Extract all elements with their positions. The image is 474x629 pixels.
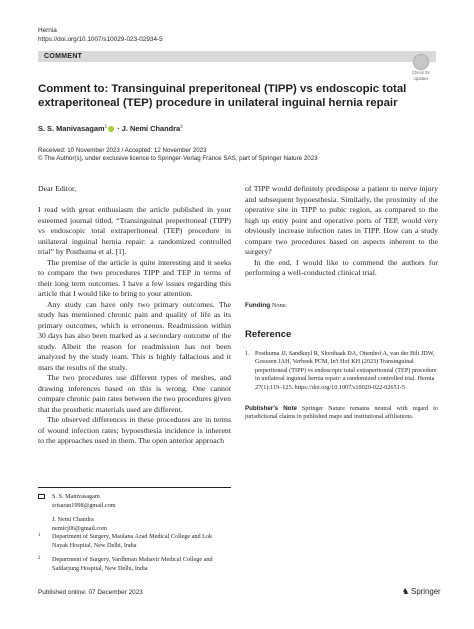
article-doi-link[interactable]: https://doi.org/10.1007/s10029-023-02934-5 [38,36,163,43]
reference-item [245,350,438,392]
check-updates-icon [413,54,429,70]
salutation: Dear Editor, [38,184,77,193]
correspondence-block [38,493,116,533]
author-line [38,124,183,133]
corr-email-2[interactable]: nemicj06@gmail.com [52,524,108,532]
corr-name-1: S. S. Manivasagam [52,493,100,500]
section-label: COMMENT [38,51,436,62]
publisher-logo [402,587,441,596]
corr-email-1[interactable]: srisaran1998@gmail.com [52,501,116,509]
right-column [245,184,438,279]
publisher-note-label: Publisher's Note [245,405,297,412]
badge-line-2: updates [413,75,429,81]
paragraph-6: of TIPP would definitely predispose a patient to nerve injury and subsequent hypoesthesia. Similarly, the proximity of the operative site in TIPP to pubic region, as compared to the high up entry point and operative ports of TEP, would very obviously increase infection rates in TIPP. How can a study compare two procedures based on aspects inherent to the surgery? [245,184,438,256]
affiliation-number: 2 [38,556,41,561]
envelope-icon [38,494,45,499]
publisher-name: Springer [411,587,441,596]
affiliation-1 [38,533,222,550]
springer-horse-icon: ♞ [402,587,410,596]
author-1[interactable]: S. S. Manivasagam [38,124,105,133]
badge-line-1: Check for [412,70,430,75]
reference-number: 1. [245,350,250,357]
author-1-affil: 1 [104,124,108,130]
affiliation-text: Department of Surgery, Vardhman Mahavir Medical College and Safdarjung Hospital, New Delhi, India [52,556,213,572]
reference-text[interactable]: Posthuma JJ, Sandkuyl R, Sloothaak DA, Ottenhof A, van der Bilt JDW, Gooszen JAH, Verbeek PCM, In't Hof KH (2023) Transinguinal preperitoneal (TIPP) vs endoscopic total extraperitoneal (TEP) procedure in unilateral inguinal hernia repair: a randomized controlled trial. Hernia 27(1):119–125. https://doi.org/10.1007/s10029-022-02651-5 [255,350,437,391]
funding-text: None. [271,302,288,309]
orcid-icon[interactable] [108,126,114,132]
author-2[interactable]: J. Nemi Chandra [121,124,181,133]
journal-name: Hernia [38,27,57,34]
article-title: Comment to: Transinguinal preperitoneal (TIPP) vs endoscopic total extraperitoneal (TEP) procedure in unilateral inguinal hernia repair [38,83,407,109]
paragraph-3: Any study can have only two primary outcomes. The study has mentioned chronic pain and quality of life as its primary outcomes, which is erroneous. Readmission within 30 days has also been marked as a secondary outcome of the study. Albeit the reason for readmission has not been analyzed by the study team. This is highly fallacious and it mars the results of the study. [38,299,231,372]
footnote-divider [38,487,231,488]
affiliation-text: Department of Surgery, Maulana Azad Medical College and Lok Nayak Hospital, New Delhi, India [52,533,213,549]
author-separator: · [115,124,122,133]
check-for-updates-badge[interactable] [408,54,434,82]
copyright-line: © The Author(s), under exclusive licence to Springer-Verlag France SAS, part of Springer Nature 2023 [38,155,318,163]
paragraph-5: The observed differences in these procedures are in terms of wound infection rates; hypoesthesia incidence is inherent to the approaches used in them. The open anterior approach [38,415,231,445]
dates-block [38,147,318,164]
publisher-note-text: Springer Nature remains neutral with regard to jurisdictional claims in published maps and institutional affiliations. [245,405,439,421]
corr-name-2: J. Nemi Chandra [52,516,94,524]
publisher-note [245,405,438,422]
affiliation-number: 1 [38,533,41,538]
author-2-affil: 2 [180,124,183,130]
reference-list [245,350,438,392]
paragraph-2: The premise of the article is quite interesting and it seeks to compare the two procedures TIPP and TEP in terms of their long term outcomes. I have a few issues regarding this article that I would like to bring to your attention. [38,257,231,298]
received-dates: Received: 10 November 2023 / Accepted: 12 November 2023 [38,147,207,154]
paragraph-7: In the end, I would like to commend the authors for performing a well-conducted clinical trial. [245,257,438,277]
paragraph-4: The two procedures use different types of meshes, and drawing inferences based on this is wrong. One cannot compare chronic pain rates between the two procedures given that the prosthetic materials used are different. [38,373,231,414]
spacer [38,195,231,206]
paragraph-1: I read with great enthusiasm the article published in your esteemed journal titled, “Transinguinal preperitoneal (TIPP) vs endoscopic total extraperitoneal (TEP) procedure in unilateral inguinal hernia repair: a randomized controlled trial” by Posthuma et al. [1]. [38,205,231,256]
reference-heading: Reference [245,329,292,340]
left-column [38,184,231,447]
funding-statement [245,302,287,309]
funding-label: Funding [245,302,271,309]
published-date: Published online: 07 December 2023 [38,589,143,596]
affiliation-2 [38,556,232,573]
